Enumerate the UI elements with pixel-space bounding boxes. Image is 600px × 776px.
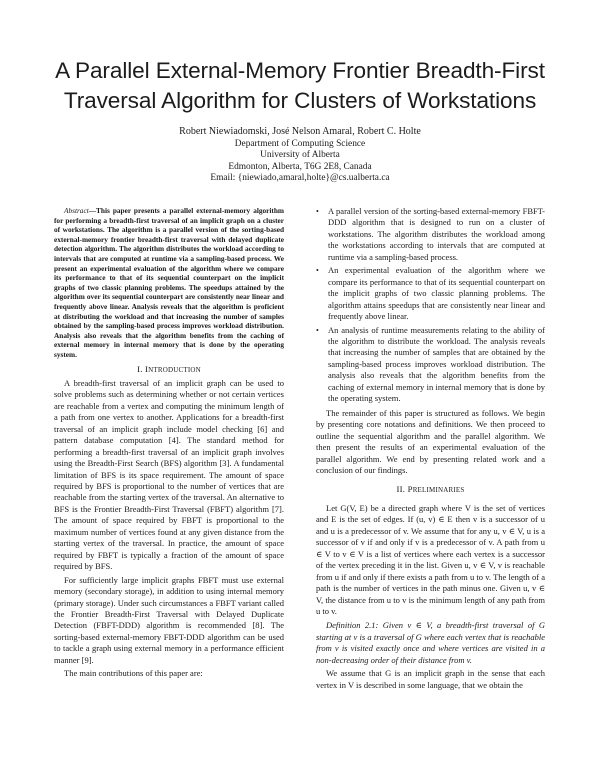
university: University of Alberta bbox=[260, 150, 340, 160]
right-column bbox=[316, 206, 545, 693]
section-title-first: P bbox=[407, 484, 413, 495]
contribution-text: An experimental evaluation of the algorithm where we compare its performance to that of its sequential counterpart on the implicit graphs of two classic planning problems. The algorithm attains speedups that are consistently near linear and frequently above linear. bbox=[328, 265, 545, 322]
definition-text: Given v ∈ V, a breadth-first traversal of G starting at v is a traversal of G where each vertex that is reachable from v is visited exactly once and where vertices are visited in a non-decreasing order of their distance from v. bbox=[316, 620, 545, 665]
title-line-2: Traversal Algorithm for Clusters of Workstations bbox=[63, 88, 537, 113]
left-column bbox=[54, 206, 284, 682]
section-title-first: I bbox=[145, 363, 149, 374]
abstract-label: Abstract bbox=[64, 206, 89, 215]
bullet-icon: • bbox=[316, 325, 319, 335]
definition-2-1 bbox=[316, 620, 545, 666]
contributions-list bbox=[316, 206, 545, 405]
author-names: Robert Niewiadomski, José Nelson Amaral, Robert C. Holte bbox=[179, 126, 421, 137]
intro-paragraph: A breadth-first traversal of an implicit graph can be used to solve problems such as determining whether or not certain vertices are reachable from a vertex and computing the minimum length of a path from one vertex to another. Applications for a breadth-first traversal of an implicit graph include model checking [6] and pattern database computation [4]. The standard method for performing a breadth-first traversal of an implicit graph involves using the Breadth-First Search (BFS) algorithm [3]. A fundamental limitation of BFS is its space requirement. The amount of space required by BFS is proportional to the number of vertices that are reachable from the starting vertex of the traversal. An alternative to BFS is the Frontier Breadth-First Traversal (FBFT) algorithm [7]. The amount of space required by FBFT is proportional to the maximum number of vertices found at any given distance from the starting vertex of the traversal. In practice, the amount of space required by FBFT is typically a fraction of the amount of space required by BFS. bbox=[54, 377, 284, 572]
section-numeral: I. bbox=[137, 363, 143, 374]
address: Edmonton, Alberta, T6G 2E8, Canada bbox=[228, 161, 372, 172]
abstract-dash: — bbox=[88, 206, 97, 215]
section-title-rest: NTRODUCTION bbox=[148, 365, 201, 374]
bullet-icon: • bbox=[316, 207, 319, 216]
section-heading-preliminaries bbox=[316, 484, 545, 496]
bullet-icon: • bbox=[316, 266, 319, 276]
preliminaries-paragraph: Let G(V, E) be a directed graph where V is the set of vertices and E is the set of edges. If (u, v) ∈ E then v is a successor of u and u is a predecessor of v. We assume that for any u, v ∈ V, u is a successor of v if and only if v is a predecessor of v. A path from u ∈ V to v ∈ V is a list of vertices where each vertex is a successor of the vertex preceding it in the list. Given u, v ∈ V, v is reachable from u if and only if there exists a path from u to v. The length of a path is the number of vertices in the path minus one. Given u, v ∈ V, the distance from u to v is the minimum length of any path from u to v. bbox=[316, 502, 545, 616]
abstract bbox=[54, 206, 284, 360]
list-item bbox=[316, 265, 545, 322]
remainder-paragraph: The remainder of this paper is structured as follows. We begin by presenting core notations and definitions. We then proceed to outline the sequential algorithm and the parallel algorithm. We then present the results of an experimental evaluation of the parallel algorithm. We end by presenting related work and a conclusion of our findings. bbox=[316, 407, 545, 475]
intro-paragraph: The main contributions of this paper are: bbox=[64, 668, 203, 679]
closing-paragraph: We assume that G is an implicit graph in the sense that each vertex in V is described in some language, that we obtain the bbox=[316, 668, 545, 690]
contribution-text: A parallel version of the sorting-based external-memory FBFT-DDD algorithm that is designed to run on a cluster of workstations. The algorithm distributes the workload among the workstations according to intervals that are computed at runtime via a sampling-based process. bbox=[328, 206, 545, 262]
section-heading-introduction bbox=[54, 364, 284, 376]
title-line-1: A Parallel External-Memory Frontier Breadth-First bbox=[55, 58, 545, 83]
department: Department of Computing Science bbox=[234, 138, 366, 149]
section-numeral: II. bbox=[396, 484, 406, 495]
intro-paragraph: For sufficiently large implicit graphs FBFT must use external memory (secondary storage), in addition to using internal memory (primary storage). Under such circumstances a FBFT variant called the Frontier Breadth-First Traversal with Delayed Duplicate Detection (FBFT-DDD) algorithm is recommended [8]. The sorting-based external-memory FBFT-DDD algorithm can be used to tackle a graph using external memory in a performance efficient manner [9]. bbox=[54, 574, 284, 665]
list-item bbox=[316, 325, 545, 405]
definition-label: Definition 2.1: bbox=[326, 620, 379, 631]
abstract-text: This paper presents a parallel external-memory algorithm for performing a breadth-first traversal of an implicit graph on a cluster of workstations. The algorithm is a parallel version of the sorting-based external-memory frontier breadth-first traversal with delayed duplicate detection algorithm. The algorithm distributes the workload according to intervals that are computed at runtime via a sampling-based process. We present an experimental evaluation of the algorithm where we compare its performance to that of its sequential counterpart on the implicit graphs of two classic planning problems. The speedups attained by the algorithm over its sequential counterpart are consistently near linear and frequently above linear. Analysis reveals that the algorithm is proficient at distributing the workload and that increasing the number of samples obtained by the sampling-based process improves workload distribution. Analysis also reveals that the algorithm benefits from the caching of external memory in internal memory that is done by the operating system. bbox=[54, 206, 284, 359]
author-block bbox=[40, 126, 560, 185]
list-item bbox=[316, 206, 545, 263]
section-title-rest: RELIMINARIES bbox=[412, 486, 465, 495]
contribution-text: An analysis of runtime measurements relating to the ability of the algorithm to distribute the workload. The analysis reveals that increasing the number of samples that are obtained by the sampling-based process improves workload distribution. The analysis also reveals that the algorithm benefits from the caching of external memory in internal memory that is done by the operating system. bbox=[328, 324, 545, 404]
email: Email: {niewiado,amaral,holte}@cs.ualberta.ca bbox=[210, 173, 390, 183]
paper-title bbox=[20, 56, 580, 116]
